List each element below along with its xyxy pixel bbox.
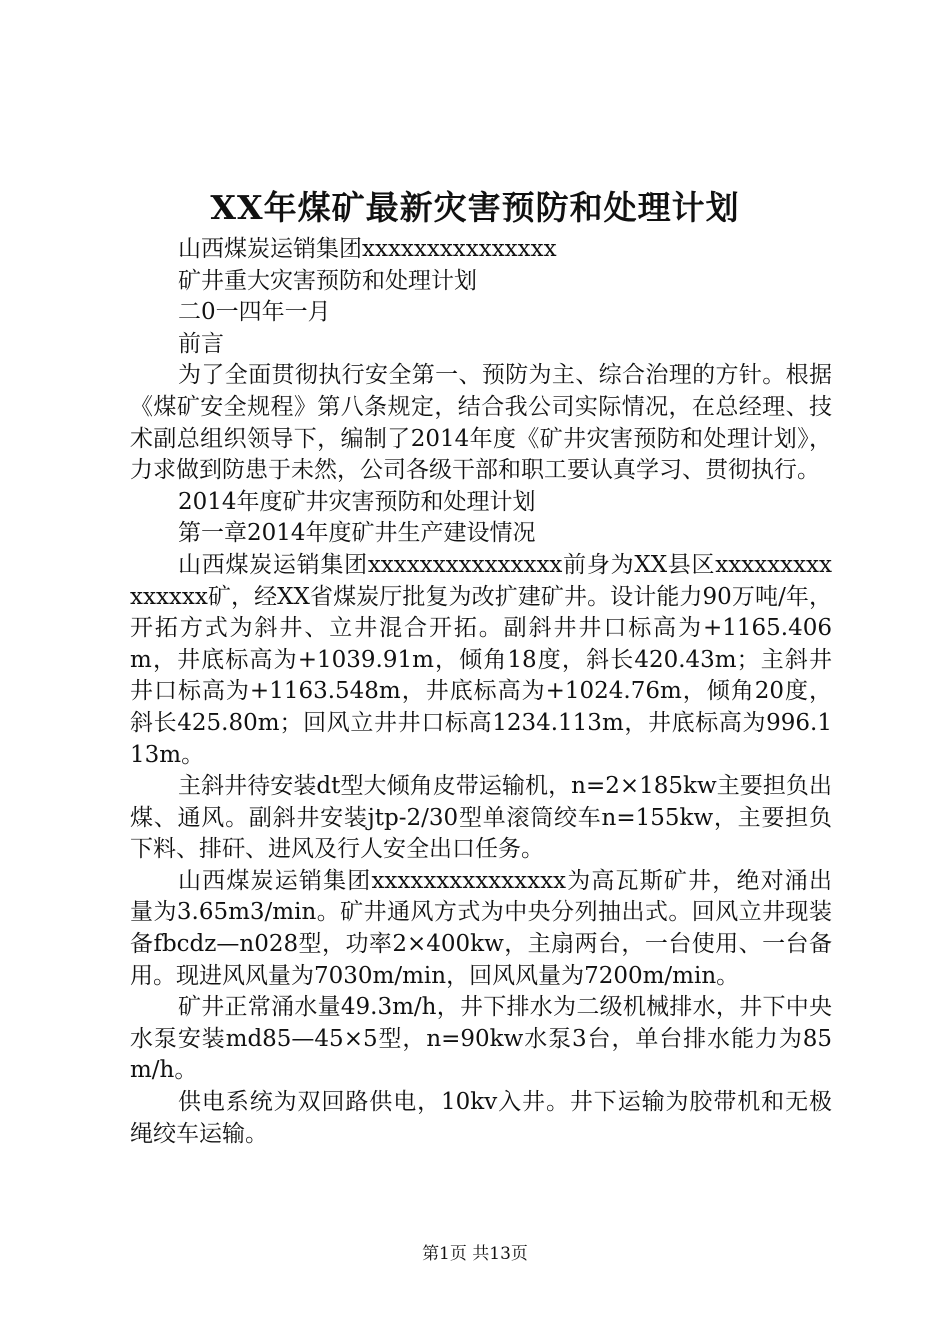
company-name-line: 山西煤炭运销集团xxxxxxxxxxxxxxx [178,236,557,262]
plan-subtitle: 2014年度矿井灾害预防和处理计划 [178,488,536,515]
document-body [130,234,832,1150]
document-title: XX年煤矿最新灾害预防和处理计划 [210,188,740,227]
plan-name-line: 矿井重大灾害预防和处理计划 [178,267,477,294]
drainage-paragraph: 矿井正常涌水量49.3m/h，井下排水为二级机械排水，井下中央水泵安装md85—45×5型，n=90kw水泵3台，单台排水能力为85m/h。 [130,994,832,1084]
preface-heading: 前言 [178,330,224,357]
mine-overview-paragraph: 山西煤炭运销集团xxxxxxxxxxxxxxx前身为XX县区xxxxxxxxxxxxxxx矿，经XX省煤炭厅批复为改扩建矿井。设计能力90万吨/年，开拓方式为斜井、立井混合开拓。副斜井井口标高为+1165.406m，井底标高为+1039.91m，倾角18度，斜长420.43m；主斜井井口标高为+1163.548m，井底标高为+1024.76m，倾角20度，斜长425.80m；回风立井井口标高1234.113m，井底标高为996.113m。 [130,551,832,768]
date-line: 二0一四年一月 [178,299,331,326]
power-transport-paragraph: 供电系统为双回路供电，10kv入井。井下运输为胶带机和无极绳绞车运输。 [130,1089,832,1147]
preface-paragraph: 为了全面贯彻执行安全第一、预防为主、综合治理的方针。根据《煤矿安全规程》第八条规定，结合我公司实际情况，在总经理、技术副总组织领导下，编制了2014年度《矿井灾害预防和处理计划》，力求做到防患于未然，公司各级干部和职工要认真学习、贯彻执行。 [130,362,832,484]
chapter-heading: 第一章2014年度矿井生产建设情况 [178,520,536,547]
page-number-footer: 第1页 共13页 [422,1244,528,1264]
ventilation-paragraph: 山西煤炭运销集团xxxxxxxxxxxxxxx为高瓦斯矿井，绝对涌出量为3.65m3/min。矿井通风方式为中央分列抽出式。回风立井现装备fbcdz—n028型，功率2×400kw，主扇两台，一台使用、一台备用。现进风风量为7030m/min，回风风量为7200m/min。 [130,867,832,989]
shaft-equipment-paragraph: 主斜井待安装dt型大倾角皮带运输机，n=2×185kw主要担负出煤、通风。副斜井安装jtp-2/30型单滚筒绞车n=155kw，主要担负下料、排矸、进风及行人安全出口任务。 [130,773,832,863]
